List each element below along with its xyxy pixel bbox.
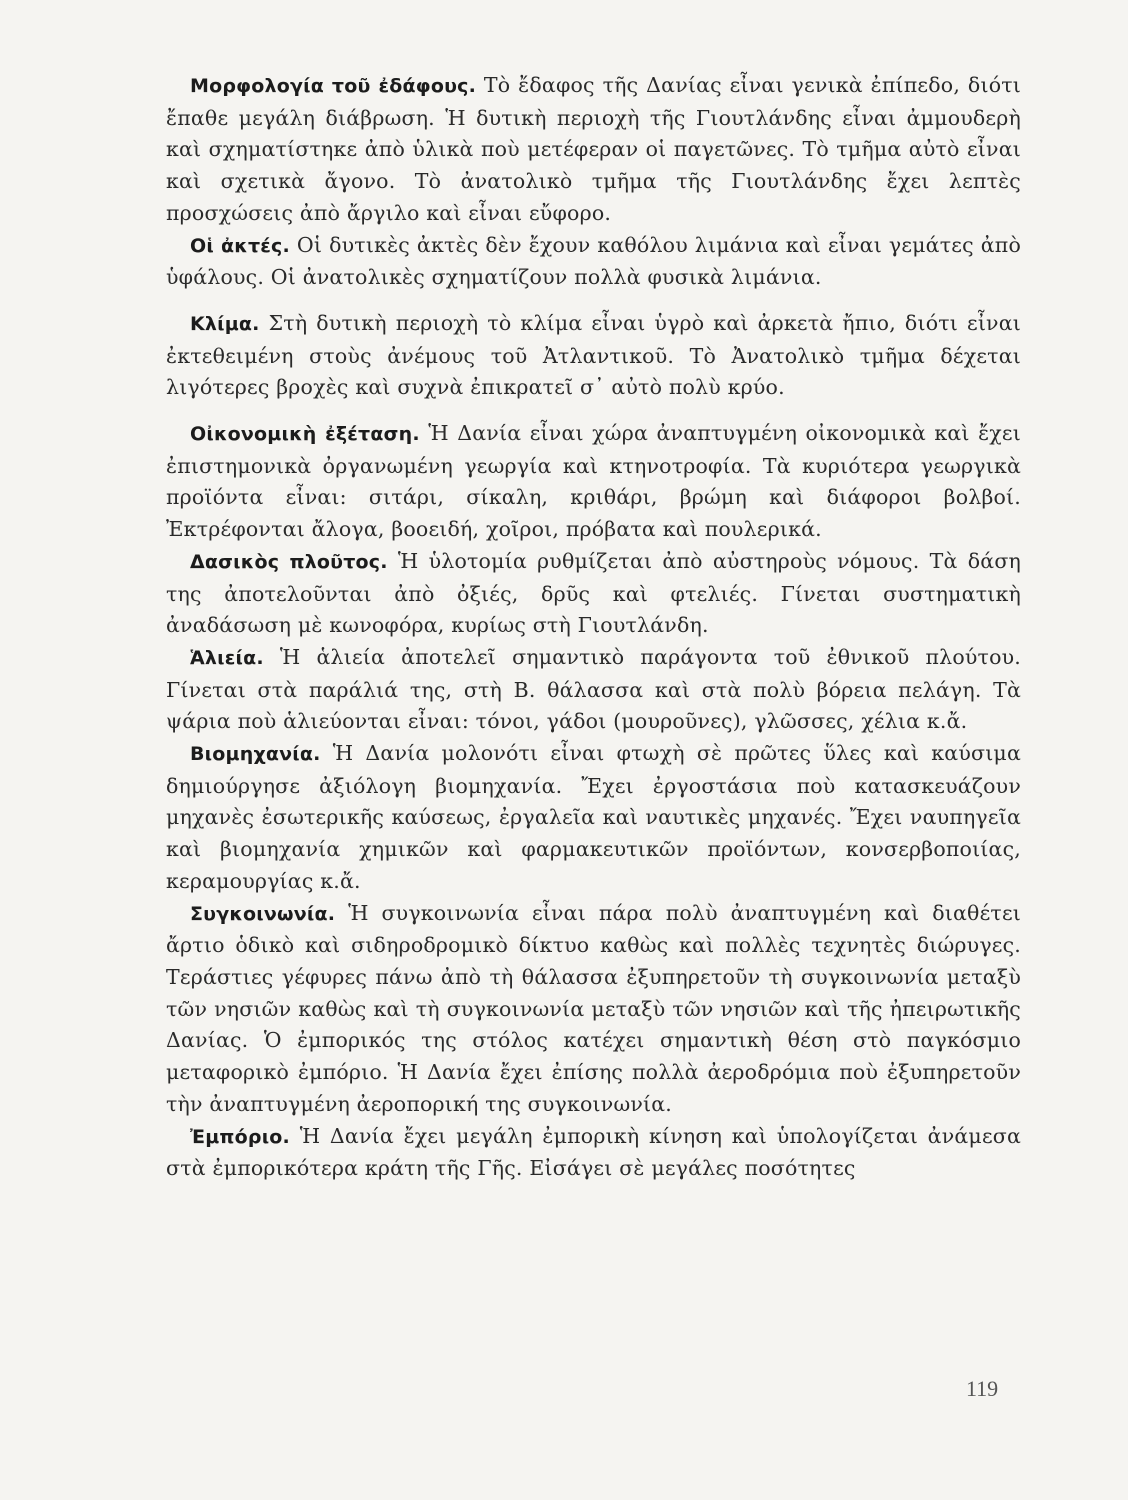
text-industry: Ἡ Δανία μολονότι εἶναι φτωχὴ σὲ πρῶτες ὕλες καὶ καύσιμα δημιούργησε ἀξιόλογη βιομηχανία. Ἔχει ἐργοστάσια ποὺ κατασκευάζουν μηχανὲς ἐσωτερικῆς καύσεως, ἐργαλεῖα καὶ ναυτικὲς μηχανές. Ἔχει ναυπηγεῖα καὶ βιομηχανία χημικῶν καὶ φαρμακευτικῶν προϊόντων, κονσερβοποιίας, κεραμουργίας κ.ἄ.: [166, 741, 1021, 893]
text-transport: Ἡ συγκοινωνία εἶναι πάρα πολὺ ἀναπτυγμένη καὶ διαθέτει ἄρτιο ὁδικὸ καὶ σιδηροδρομικὸ δίκτυο καθὼς καὶ πολλὲς τεχνητὲς διώρυγες. Τεράστιες γέφυρες πάνω ἀπὸ τὴ θάλασσα ἐξυπηρετοῦν τὴ συγκοινωνία μεταξὺ τῶν νησιῶν καθὼς καὶ τὴ συγκοινωνία μεταξὺ τῶν νησιῶν καὶ τῆς ἠπειρωτικῆς Δανίας. Ὁ ἐμπορικός της στόλος κατέχει σημαντικὴ θέση στὸ παγκόσμιο μεταφορικὸ ἐμπόριο. Ἡ Δανία ἔχει ἐπίσης πολλὰ ἀεροδρόμια ποὺ ἐξυπηρετοῦν τὴν ἀναπτυγμένη ἀεροπορική της συγκοινωνία.: [166, 900, 1022, 1116]
paragraph-industry: [166, 738, 1021, 898]
paragraph-climate: [166, 308, 1021, 404]
heading-coasts: Οἱ ἀκτές.: [190, 234, 290, 257]
body-text: [166, 70, 1021, 1185]
heading-fishing: Ἁλιεία.: [190, 646, 264, 669]
paragraph-transport: [166, 898, 1021, 1121]
page-number: 119: [966, 1376, 999, 1401]
paragraph-coasts: [166, 230, 1021, 294]
text-economy: Ἡ Δανία εἶναι χώρα ἀναπτυγμένη οἰκονομικὰ καὶ ἔχει ἐπιστημονικὰ ὀργανωμένη γεωργία καὶ κτηνοτροφία. Τὰ κυριότερα γεωργικὰ προϊόντα εἶναι: σιτάρι, σίκαλη, κριθάρι, βρώμη καὶ διάφοροι βολβοί. Ἐκτρέφονται ἄλογα, βοοειδή, χοῖροι, πρόβατα καὶ πουλερικά.: [166, 421, 1021, 542]
text-fishing: Ἡ ἁλιεία ἀποτελεῖ σημαντικὸ παράγοντα τοῦ ἐθνικοῦ πλούτου. Γίνεται στὰ παράλιά της, στὴ Β. θάλασσα καὶ στὰ πολὺ βόρεια πελάγη. Τὰ ψάρια ποὺ ἁλιεύονται εἶναι: τόνοι, γάδοι (μουροῦνες), γλῶσσες, χέλια κ.ἄ.: [166, 644, 1021, 734]
paragraph-morphology: [166, 70, 1021, 230]
paragraph-commerce: [166, 1121, 1021, 1185]
paragraph-economy: [166, 418, 1021, 546]
text-commerce: Ἡ Δανία ἔχει μεγάλη ἐμπορικὴ κίνηση καὶ ὑπολογίζεται ἀνάμεσα στὰ ἐμπορικότερα κράτη τῆς Γῆς. Εἰσάγει σὲ μεγάλες ποσότητες: [166, 1123, 1022, 1181]
heading-climate: Κλίμα.: [190, 312, 260, 335]
heading-morphology: Μορφολογία τοῦ ἐδάφους.: [190, 75, 476, 97]
heading-commerce: Ἐμπόριο.: [190, 1125, 290, 1148]
heading-transport: Συγκοινωνία.: [190, 902, 336, 925]
heading-forestry: Δασικὸς πλοῦτος.: [190, 550, 388, 573]
heading-industry: Βιομηχανία.: [190, 743, 321, 766]
paragraph-forestry: [166, 546, 1021, 642]
text-climate: Στὴ δυτικὴ περιοχὴ τὸ κλίμα εἶναι ὑγρὸ καὶ ἀρκετὰ ἤπιο, διότι εἶναι ἐκτεθειμένη στοὺς ἀνέμους τοῦ Ἀτλαντικοῦ. Τὸ Ἀνατολικὸ τμῆμα δέχεται λιγότερες βροχὲς καὶ συχνὰ ἐπικρατεῖ σ᾿ αὐτὸ πολὺ κρύο.: [166, 310, 1021, 400]
paragraph-fishing: [166, 642, 1021, 738]
text-forestry: Ἡ ὑλοτομία ρυθμίζεται ἀπὸ αὐστηροὺς νόμους. Τὰ δάση της ἀποτελοῦνται ἀπὸ ὀξιές, δρῦς καὶ φτελιές. Γίνεται συστηματικὴ ἀναδάσωση μὲ κωνοφόρα, κυρίως στὴ Γιουτλάνδη.: [166, 548, 1021, 638]
text-coasts: Οἱ δυτικὲς ἀκτὲς δὲν ἔχουν καθόλου λιμάνια καὶ εἶναι γεμάτες ἀπὸ ὑφάλους. Οἱ ἀνατολικὲς σχηματίζουν πολλὰ φυσικὰ λιμάνια.: [166, 232, 1021, 290]
heading-economy: Οἰκονομικὴ ἐξέταση.: [190, 423, 420, 446]
text-morphology: Τὸ ἔδαφος τῆς Δανίας εἶναι γενικὰ ἐπίπεδο, διότι ἔπαθε μεγάλη διάβρωση. Ἡ δυτικὴ περιοχὴ τῆς Γιουτλάνδης εἶναι ἀμμουδερὴ καὶ σχηματίστηκε ἀπὸ ὑλικὰ ποὺ μετέφεραν οἱ παγετῶνες. Τὸ τμῆμα αὐτὸ εἶναι καὶ σχετικὰ ἄγονο. Τὸ ἀνατολικὸ τμῆμα τῆς Γιουτλάνδης ἔχει λεπτὲς προσχώσεις ἀπὸ ἄργιλο καὶ εἶναι εὔφορο.: [166, 73, 1022, 225]
